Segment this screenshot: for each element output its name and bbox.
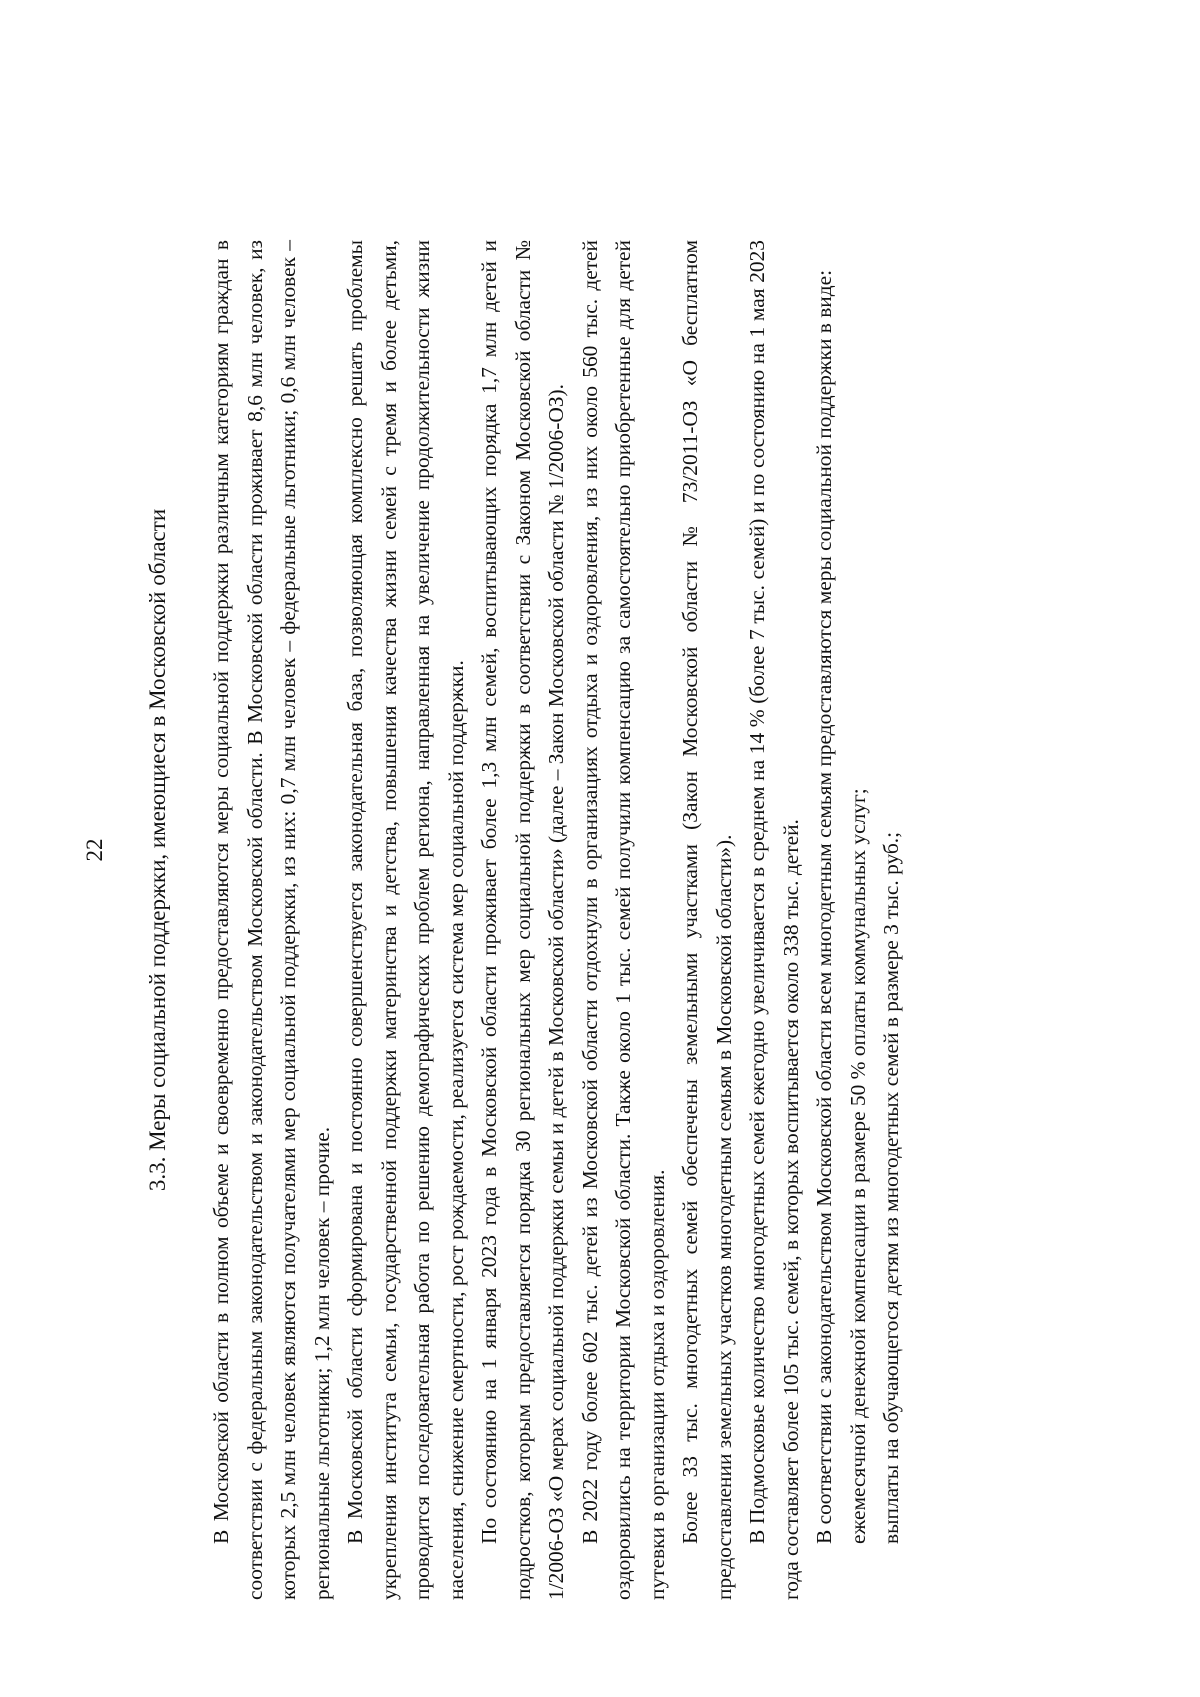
paragraph-land-plots: Более 33 тыс. многодетных семей обеспечены земельными участками (Закон Московской области № 73/2011-ОЗ «О бесплатном предоставлении земельных участков многодетным семьям в Московской области»).	[678, 240, 736, 1600]
paragraph-families-count: По состоянию на 1 января 2023 года в Московской области проживает более 1,3 млн семей, воспитывающих порядка 1,7 млн детей и подростков, которым предоставляется порядка 30 региональных мер социальной поддержки в соответствии с Законом Московской области № 1/2006-ОЗ «О мерах социальной поддержки семьи и детей в Московской области» (далее – Закон Московской области № 1/2006-ОЗ).	[477, 240, 568, 1600]
paragraph-legislation: В Московской области сформирована и постоянно совершенствуется законодательная база, позволяющая комплексно решать проблемы укрепления института семьи, государственной поддержки материнства и детства, повышения качества жизни семей с тремя и более детьми, проводится последовательная работа по решению демографических проблем региона, направленная на увеличение продолжительности жизни населения, снижение смертности, рост рождаемости, реализуется система мер социальной поддержки.	[343, 240, 468, 1600]
paragraph-support-measures-intro: В соответствии с законодательством Московской области всем многодетным семьям предоставляются меры социальной поддержки в виде:	[812, 269, 836, 1544]
list-item-utility-compensation: ежемесячной денежной компенсации в размере 50 % оплаты коммунальных услуг;	[845, 788, 870, 1544]
list-item-student-payment: выплаты на обучающегося детям из многодетных семей в размере 3 тыс. руб.;	[879, 831, 903, 1544]
rotated-content	[80, 100, 1120, 1600]
body-text	[205, 240, 909, 1600]
paragraph-social-support: В Московской области в полном объеме и своевременно предоставляются меры социальной поддержки различным категориям граждан в соответствии с федеральным законодательством и законодательством Московской области. В Московской области проживает 8,6 млн человек, из которых 2,5 млн человек являются получателями мер социальной поддержки, из них: 0,7 млн человек – федеральные льготники; 0,6 млн человек – региональные льготники; 1,2 млн человек – прочие.	[209, 240, 334, 1600]
page-number: 22	[82, 838, 107, 862]
paragraph-large-families-growth: В Подмосковье количество многодетных семей ежегодно увеличивается в среднем на 14 % (более 7 тыс. семей) и по состоянию на 1 мая 2023 года составляет более 105 тыс. семей, в которых воспитывается около 338 тыс. детей.	[745, 240, 803, 1600]
paragraph-children-rest: В 2022 году более 602 тыс. детей из Московской области отдохнули в организациях отдыха и оздоровления, из них около 560 тыс. детей оздоровились на территории Московской области. Также около 1 тыс. семей получили компенсацию за самостоятельно приобретенные для детей путевки в организации отдыха и оздоровления.	[577, 240, 669, 1600]
section-heading: 3.3. Меры социальной поддержки, имеющиеся в Московской области	[145, 508, 170, 1192]
